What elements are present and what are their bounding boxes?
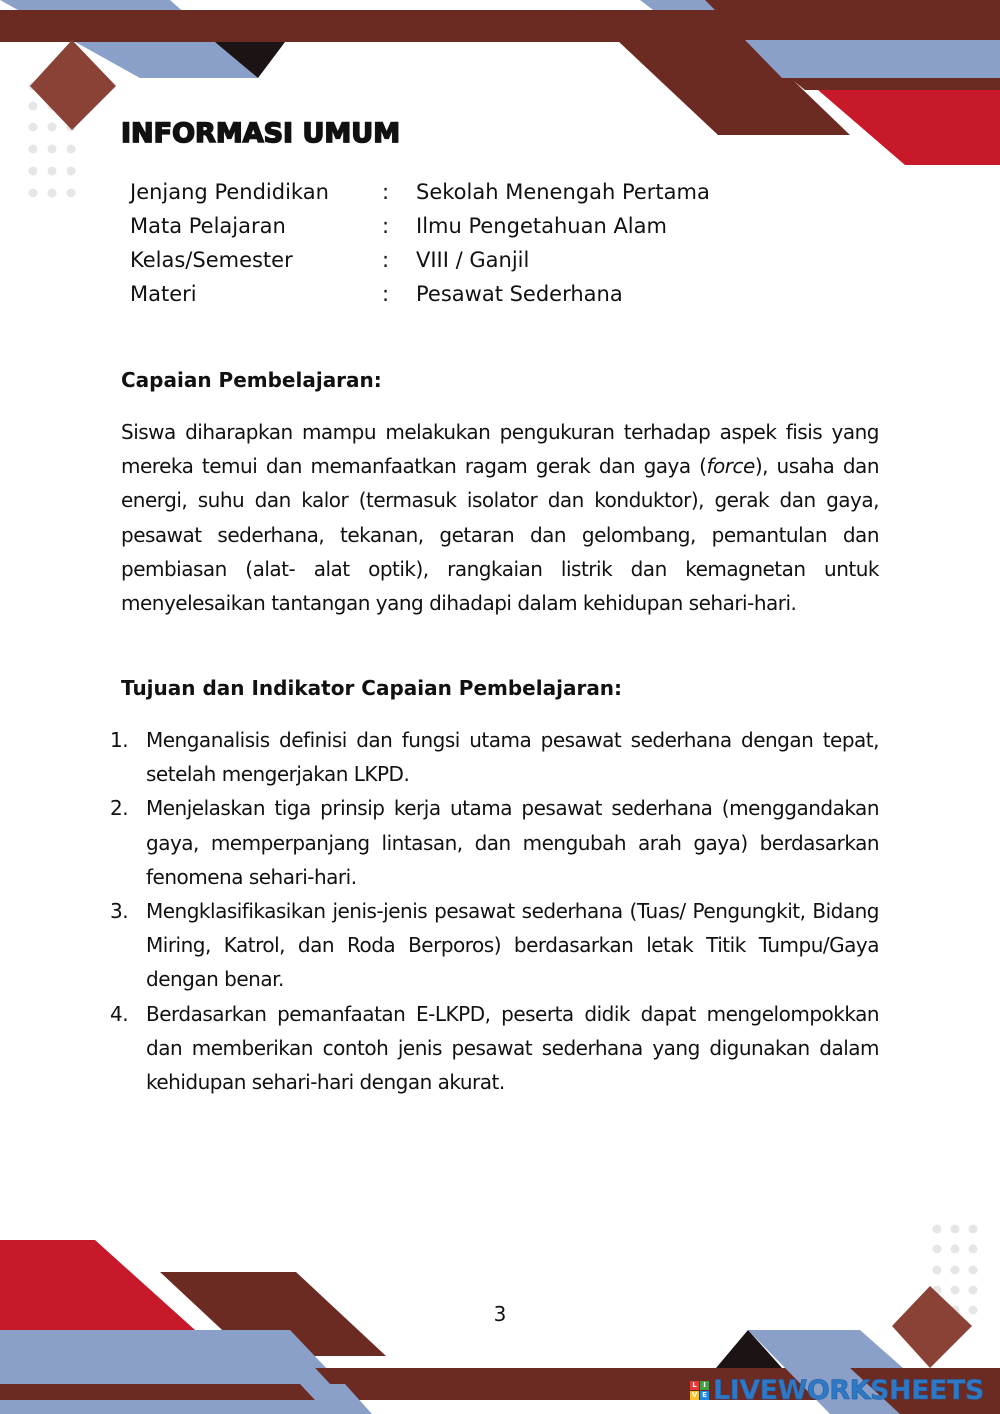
top-blue-band-right-2 xyxy=(745,40,1000,78)
liveworksheets-text: LIVEWORKSHEETS xyxy=(713,1374,984,1406)
info-value: VIII / Ganjil xyxy=(416,248,530,272)
capaian-paragraph xyxy=(121,415,879,620)
page-title: INFORMASI UMUM xyxy=(121,118,401,149)
info-separator: : xyxy=(382,180,390,204)
top-maroon-strip xyxy=(705,0,1000,45)
capaian-heading: Capaian Pembelajaran: xyxy=(121,368,382,392)
info-separator: : xyxy=(382,214,390,238)
list-item-number: 1. xyxy=(110,728,129,752)
list-item-number: 4. xyxy=(110,1001,129,1026)
liveworksheets-logo-icon xyxy=(690,1381,709,1400)
list-item-text: Mengklasifikasikan jenis-jenis pesawat sederhana (Tuas/ Pengungkit, Bidang Miring, Katrol, dan Roda Berporos) berdasarkan letak Titik Tumpu/Gaya dengan benar. xyxy=(146,899,879,992)
bottom-blue-band-front xyxy=(0,1330,330,1384)
info-value: Ilmu Pengetahuan Alam xyxy=(416,214,667,238)
tujuan-heading: Tujuan dan Indikator Capaian Pembelajaran: xyxy=(121,676,623,700)
list-item xyxy=(110,723,879,791)
info-value: Pesawat Sederhana xyxy=(416,282,623,306)
liveworksheets-watermark xyxy=(690,1374,984,1406)
list-item-number: 3. xyxy=(110,899,129,924)
capaian-text-start: Siswa diharapkan mampu melakukan pengukuran terhadap aspek fisis yang mereka temui dan memanfaatkan ragam gerak dan gaya ( xyxy=(121,420,879,479)
capaian-text-end: ), usaha dan energi, suhu dan kalor (termasuk isolator dan konduktor), gerak dan gaya, pesawat sederhana, tekanan, getaran dan gelombang, pemantulan dan pembiasan (alat- alat optik), rangkaian listrik dan kemagnetan untuk menyelesaikan tantangan yang dihadapi dalam kehidupan sehari-hari. xyxy=(121,454,879,616)
tujuan-list xyxy=(110,723,879,1099)
page-number: 3 xyxy=(493,1302,507,1326)
top-maroon-band-left xyxy=(0,10,620,42)
bottom-red-shape xyxy=(0,1240,195,1330)
logo-letter: E xyxy=(700,1391,709,1400)
info-label: Mata Pelajaran xyxy=(130,214,286,238)
logo-letter: V xyxy=(691,1390,698,1399)
logo-letter: I xyxy=(700,1381,709,1390)
bottom-rust-diamond xyxy=(892,1286,972,1368)
capaian-text-italic: force xyxy=(706,454,755,479)
list-item-text: Berdasarkan pemanfaatan E-LKPD, peserta didik dapat mengelompokkan dan memberikan contoh jenis pesawat sederhana yang digunakan dalam kehidupan sehari-hari dengan akurat. xyxy=(146,1001,879,1095)
list-item xyxy=(110,791,879,894)
info-label: Jenjang Pendidikan xyxy=(130,180,329,204)
info-separator: : xyxy=(382,248,390,272)
list-item-number: 2. xyxy=(110,796,129,821)
list-item xyxy=(110,997,879,1100)
list-item-text: Menjelaskan tiga prinsip kerja utama pesawat sederhana (menggandakan gaya, memperpanjang lintasan, dan mengubah arah gaya) berdasarkan fenomena sehari-hari. xyxy=(146,796,879,889)
info-value: Sekolah Menengah Pertama xyxy=(416,180,710,204)
list-item-text: Menganalisis definisi dan fungsi utama pesawat sederhana dengan tepat, setelah mengerjakan LKPD. xyxy=(146,728,879,787)
info-label: Kelas/Semester xyxy=(130,248,293,272)
info-label: Materi xyxy=(130,282,197,306)
info-separator: : xyxy=(382,282,390,306)
top-maroon-strip-2 xyxy=(790,78,1000,90)
logo-letter: L xyxy=(690,1381,699,1390)
list-item xyxy=(110,894,879,997)
